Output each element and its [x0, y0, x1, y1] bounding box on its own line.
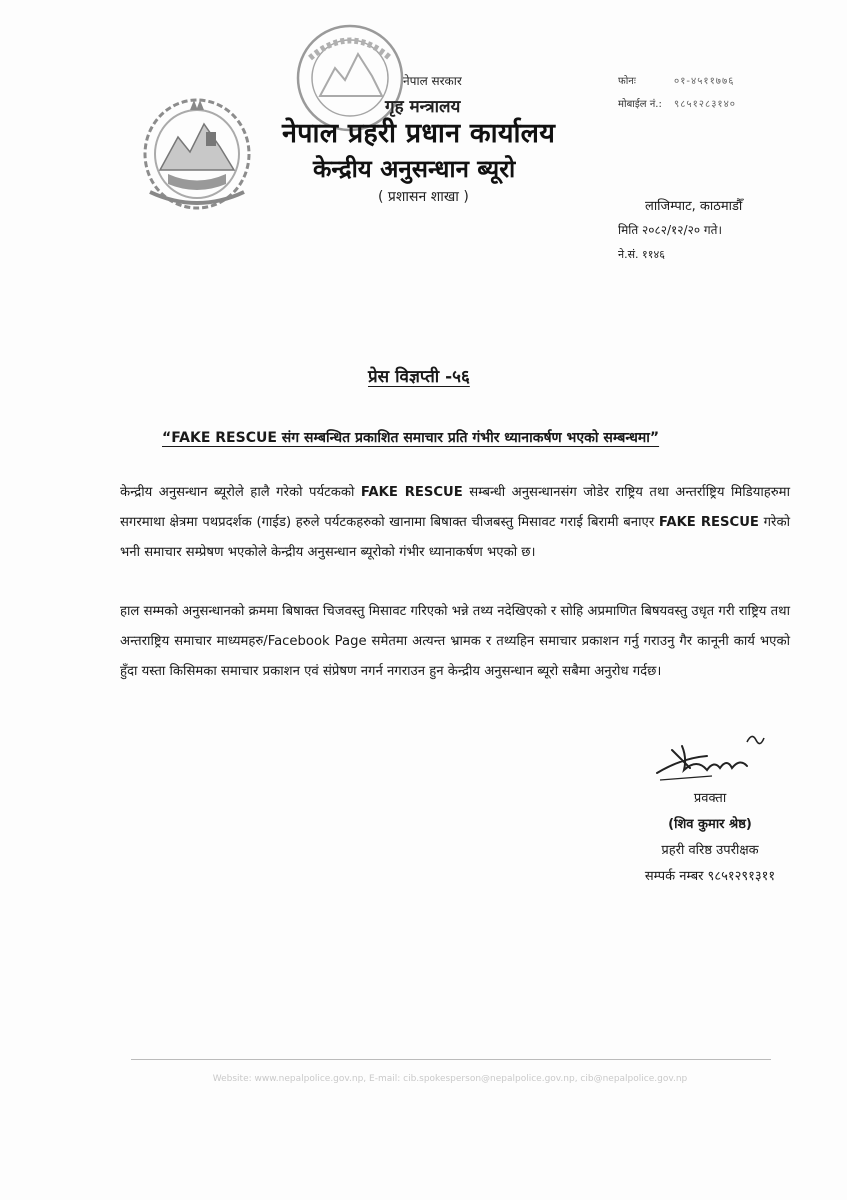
office-location: लाजिम्पाट, काठमाडौँ	[645, 199, 743, 214]
subject-line: “FAKE RESCUE संग सम्बन्धित प्रकाशित समाचार प्रति गंभीर ध्यानाकर्षण भएको सम्बन्धमा”	[162, 430, 660, 446]
p1-text-e: गरेको भनी समाचार सम्प्रेषण भएकोले केन्द्रीय अनुसन्धान ब्यूरोको गंभीर ध्यानाकर्षण भएको छ।	[120, 515, 790, 560]
letter-date: मिति २०८२/१२/२० गते।	[618, 223, 723, 237]
p1-fake-rescue-2: FAKE RESCUE	[658, 515, 759, 530]
footer-contact: Website: www.nepalpolice.gov.np, E-mail: cib.spokesperson@nepalpolice.gov.np, cib@nepalpolice.gov.np	[212, 1074, 688, 1084]
signatory-title: प्रवक्ता	[693, 791, 727, 806]
branch-name: ( प्रशासन शाखा )	[378, 189, 469, 205]
nepal-emblem-icon	[138, 92, 256, 212]
organization-name: नेपाल प्रहरी प्रधान कार्यालय	[282, 118, 556, 149]
signatory-contact: सम्पर्क नम्बर ९८५१२९१३११	[644, 869, 776, 884]
p1-text-a: केन्द्रीय अनुसन्धान ब्यूरोले हालै गरेको पर्यटकको	[120, 485, 361, 500]
signatory-rank: प्रहरी वरिष्ठ उपरीक्षक	[661, 843, 759, 858]
p1-fake-rescue-1: FAKE RESCUE	[360, 485, 463, 500]
body-paragraph-2: हाल सम्मको अनुसन्धानको क्रममा बिषाक्त चिजवस्तु मिसावट गरिएको भन्ने तथ्य नदेखिएको र सोहि अप्रमाणित बिषयवस्तु उधृत गरी राष्ट्रिय तथा अन्तराष्ट्रिय समाचार माध्यमहरु/Facebook Page समेतमा अत्यन्त भ्रामक र तथ्यहिन समाचार प्रकाशन गर्नु गराउनु गैर कानूनी कार्य भएको हुँदा यस्ता किसिमका समाचार प्रकाशन एवं संप्रेषण नगर्न नगराउन हुन केन्द्रीय अनुसन्धान ब्यूरो सबैमा अनुरोध गर्दछ।	[120, 604, 790, 679]
mobile-line	[618, 96, 736, 110]
government-label: नेपाल सरकार	[403, 74, 462, 88]
mobile-value: ९८५१२८३१४०	[674, 99, 736, 110]
footer-divider	[131, 1059, 771, 1060]
signatory-block	[610, 786, 810, 890]
p1-text-c: सम्बन्धी अनुसन्धानसंग जोडेर राष्ट्रिय तथा अन्तर्राष्ट्रिय मिडियाहरुमा सगरमाथा क्षेत्रमा पथप्रदर्शक (गाईड) हरुले पर्यटकहरुको खानामा बिषाक्त चीजबस्तु मिसावट गराई बिरामी बनाएर	[120, 485, 790, 530]
press-release-title: प्रेस विज्ञप्ती -५६	[368, 367, 470, 387]
phone-label: फोनः	[618, 76, 636, 87]
signatory-name: (शिव कुमार श्रेष्ठ)	[668, 817, 752, 832]
phone-value: ०१-४५११७७६	[674, 76, 735, 87]
mobile-label: मोबाईल नं.:	[618, 99, 662, 110]
ministry-name: गृह मन्त्रालय	[385, 97, 461, 117]
phone-line	[618, 73, 735, 87]
reference-number: ने.सं. ११४६	[618, 248, 665, 261]
handwritten-signature	[652, 728, 772, 788]
body-paragraph-1	[120, 478, 790, 568]
bureau-name: केन्द्रीय अनुसन्धान ब्यूरो	[313, 155, 516, 183]
